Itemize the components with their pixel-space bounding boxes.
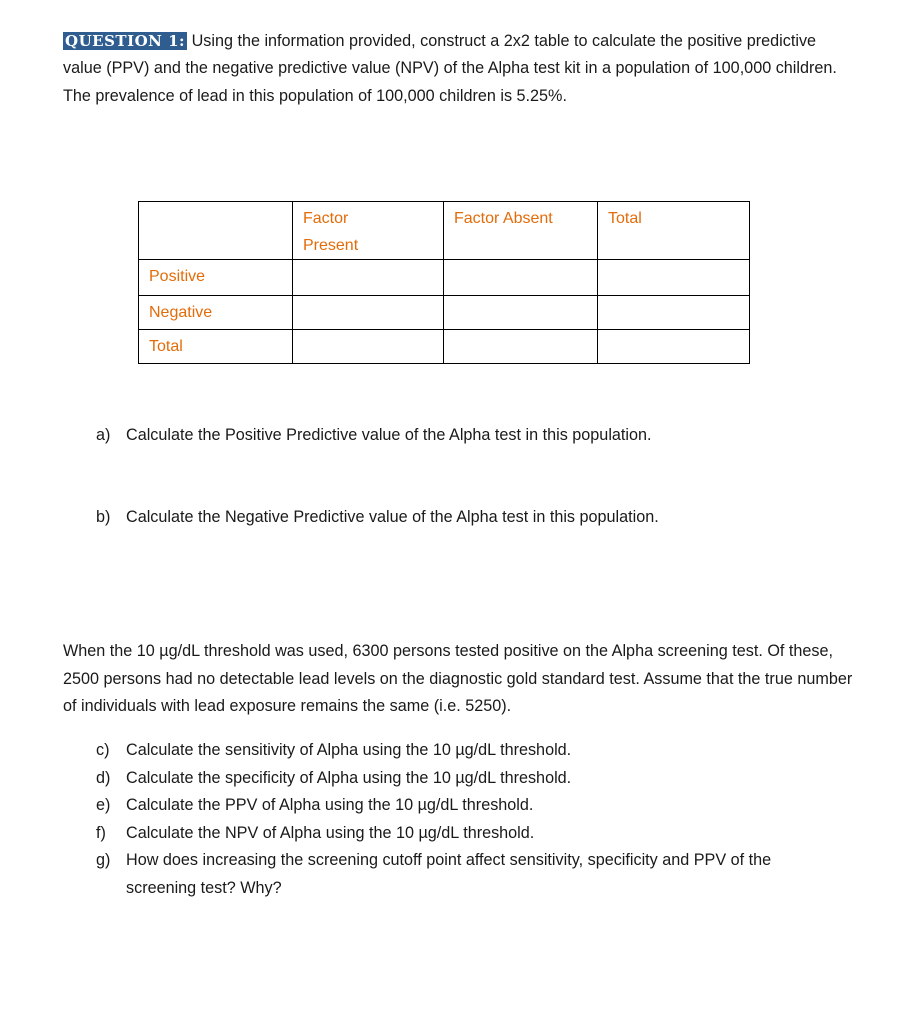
table-row bbox=[139, 296, 750, 330]
table-row bbox=[139, 330, 750, 364]
question-intro-text: Using the information provided, construct a 2x2 table to calculate the positive predictive value (PPV) and the negative predictive value (NPV) of the Alpha test kit in a population of 100,000 children. The prevalence of lead in this population of 100,000 children is 5.25%. bbox=[63, 32, 837, 105]
table-cell bbox=[598, 296, 750, 330]
header-total bbox=[598, 202, 750, 260]
item-label: e) bbox=[96, 796, 111, 814]
list-item bbox=[96, 847, 836, 902]
table-cell bbox=[293, 330, 444, 364]
item-label: f) bbox=[96, 823, 106, 842]
item-label: d) bbox=[96, 768, 111, 787]
table-cell bbox=[444, 296, 598, 330]
table-corner-cell bbox=[139, 202, 293, 260]
item-text: Calculate the PPV of Alpha using the 10 µg/dL threshold. bbox=[126, 796, 534, 814]
two-by-two-table bbox=[138, 201, 750, 364]
header-factor-present-label: Factor Present bbox=[303, 210, 359, 254]
item-label: g) bbox=[96, 851, 111, 869]
table-cell bbox=[444, 260, 598, 296]
part-b-text: Calculate the Negative Predictive value of the Alpha test in this population. bbox=[126, 508, 659, 526]
part-a-text: Calculate the Positive Predictive value of the Alpha test in this population. bbox=[126, 426, 652, 444]
row-label-total bbox=[139, 330, 293, 364]
scenario-paragraph: When the 10 µg/dL threshold was used, 6300 persons tested positive on the Alpha screening test. Of these, 2500 persons had no detectable lead levels on the diagnostic gold standard test. Assume that the true number of individuals with lead exposure remains the same (i.e. 5250). bbox=[63, 642, 853, 715]
question-list bbox=[96, 737, 836, 902]
table-cell bbox=[293, 260, 444, 296]
question-intro bbox=[63, 28, 853, 110]
table-row bbox=[139, 260, 750, 296]
list-item bbox=[96, 792, 836, 820]
part-a bbox=[96, 422, 806, 449]
list-item bbox=[96, 820, 836, 848]
item-label: c) bbox=[96, 741, 110, 759]
row-label: Total bbox=[149, 338, 183, 355]
header-total-label: Total bbox=[608, 210, 642, 227]
row-label-positive bbox=[139, 260, 293, 296]
item-text: Calculate the NPV of Alpha using the 10 µg/dL threshold. bbox=[126, 823, 535, 842]
item-text: How does increasing the screening cutoff point affect sensitivity, specificity and PPV of the screening test? Why? bbox=[126, 851, 772, 897]
part-b bbox=[96, 504, 806, 531]
header-factor-present bbox=[293, 202, 444, 260]
row-label: Positive bbox=[149, 268, 206, 285]
table-header-row bbox=[139, 202, 750, 260]
question-badge: QUESTION 1: bbox=[65, 32, 186, 50]
table-cell bbox=[444, 330, 598, 364]
row-label: Negative bbox=[149, 304, 213, 321]
header-factor-absent bbox=[444, 202, 598, 260]
item-text: Calculate the specificity of Alpha using the 10 µg/dL threshold. bbox=[126, 768, 572, 787]
list-item bbox=[96, 737, 836, 765]
table-cell bbox=[293, 296, 444, 330]
row-label-negative bbox=[139, 296, 293, 330]
list-item bbox=[96, 765, 836, 793]
part-b-label: b) bbox=[96, 508, 111, 526]
item-text: Calculate the sensitivity of Alpha using the 10 µg/dL threshold. bbox=[126, 741, 572, 759]
header-factor-absent-label: Factor Absent bbox=[454, 210, 553, 227]
table-cell bbox=[598, 330, 750, 364]
part-a-label: a) bbox=[96, 426, 111, 444]
table-cell bbox=[598, 260, 750, 296]
